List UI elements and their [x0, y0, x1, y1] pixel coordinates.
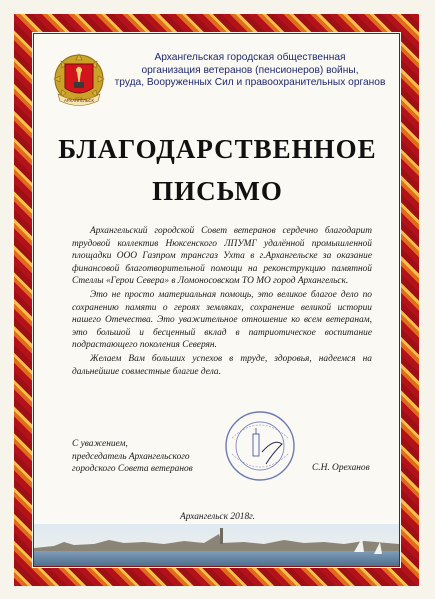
position-line-2: городского Совета ветеранов	[72, 464, 193, 475]
place-and-date: Архангельск 2018г.	[179, 512, 256, 522]
header-line-1: Архангельская городская общественная	[154, 52, 346, 63]
letter-body-text	[72, 225, 372, 379]
body-paragraph-2: Это не просто материальная помощь, это великое благое дело по сохранению памяти о героях земляках, сохранение великой истории нашего Отечества. Это уважительное отношение ко всем ветеранам, это большой и бесценный вклад в патриотическое воспитание подрастающего поколения Северян.	[72, 289, 372, 351]
body-paragraph-1: Архангельский городской Совет ветеранов сердечно благодарит трудовой коллектив Нюксенского ЛПУМГ удалённой промышленной площадки ООО Газпром трансгаз Ухта в г.Архангельске за оказание финансовой благотворительной помощи на реконструкцию памятной Стеллы «Герои Севера» в Ломоносовском ТО МО город Архангельск.	[72, 226, 372, 287]
city-panorama-image	[34, 524, 399, 566]
signatory-name: С.Н. Ореханов	[312, 463, 370, 473]
organization-header	[112, 52, 388, 90]
svg-text:АРХАНГЕЛЬСК: АРХАНГЕЛЬСК	[64, 98, 94, 103]
regards-text: С уважением,	[72, 439, 128, 449]
header-line-3: труда, Вооруженных Сил и правоохранительных органов	[114, 77, 386, 88]
header-line-2: организация ветеранов (пенсионеров) войны,	[141, 64, 359, 76]
title-line-2: ПИСЬМО	[152, 176, 283, 206]
body-paragraph-3: Желаем Вам больших успехов в труде, здоровья, надеемся на дальнейшие совместные благие дела.	[72, 353, 372, 377]
organization-seal-stamp-icon	[222, 408, 298, 484]
title-line-1: БЛАГОДАРСТВЕННОЕ	[58, 134, 377, 164]
veterans-organization-emblem-icon	[50, 52, 108, 110]
position-line-1: председатель Архангельского	[72, 451, 190, 462]
signature-block	[72, 438, 222, 476]
